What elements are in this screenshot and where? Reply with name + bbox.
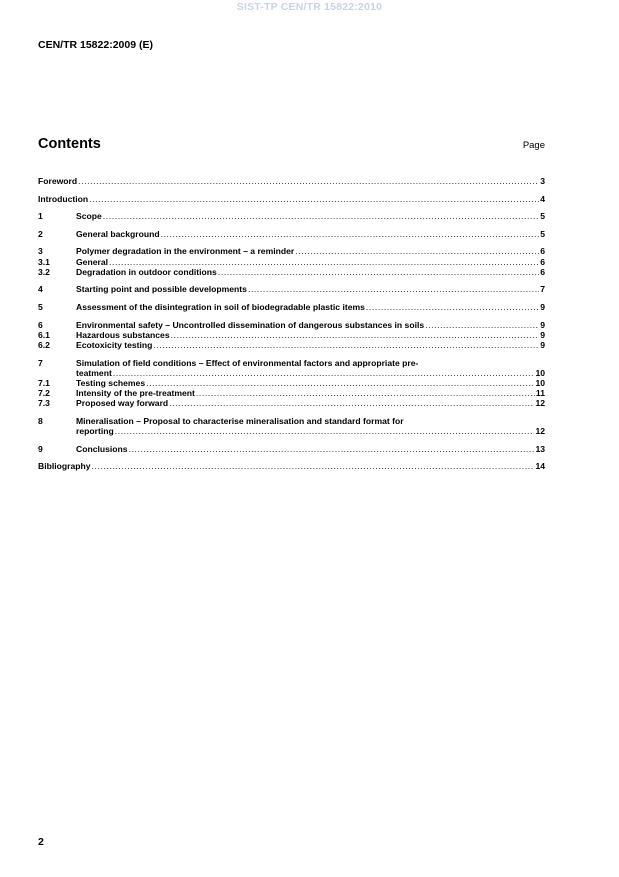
toc-page: 14	[535, 461, 545, 472]
toc-title: General background	[76, 228, 160, 239]
toc-leader	[295, 246, 539, 256]
toc-number: 1	[38, 211, 43, 222]
toc-title: Testing schemes	[76, 377, 146, 388]
toc-title: Scope	[76, 211, 102, 222]
toc-leader	[92, 461, 535, 471]
toc-leader	[115, 426, 535, 436]
toc-number: 5	[38, 301, 43, 312]
toc-page: 11	[535, 388, 545, 399]
toc-number: 3	[38, 246, 43, 257]
toc-page: 4	[540, 193, 545, 204]
toc-page: 12	[535, 398, 545, 409]
toc-entry-environmental-safety[interactable]	[38, 320, 545, 330]
toc-title: Degradation in outdoor conditions	[76, 266, 217, 277]
page-column-label: Page	[522, 140, 545, 151]
toc-title: Intensity of the pre-treatment	[76, 388, 195, 399]
toc-number: 9	[38, 443, 43, 454]
toc-entry-simulation-field-conditions[interactable]	[38, 358, 545, 378]
toc-number: 4	[38, 284, 43, 295]
contents-title: Contents	[38, 136, 101, 152]
table-of-contents	[38, 176, 545, 472]
toc-page: 5	[540, 211, 545, 222]
toc-page: 12	[535, 426, 545, 437]
toc-page: 3	[540, 176, 545, 186]
toc-number: 7	[38, 357, 43, 368]
toc-entry-hazardous-substances[interactable]	[38, 330, 545, 340]
toc-page: 10	[535, 377, 545, 388]
toc-entry-mineralisation[interactable]	[38, 416, 545, 436]
toc-leader	[78, 176, 539, 186]
toc-entry-general[interactable]	[38, 257, 545, 267]
toc-entry-general-background[interactable]	[38, 229, 545, 239]
toc-leader	[218, 267, 539, 277]
toc-leader	[161, 229, 540, 239]
toc-number: 3.2	[38, 266, 50, 277]
toc-page: 10	[535, 367, 545, 378]
toc-title: Foreword	[38, 176, 78, 186]
toc-number: 6	[38, 319, 43, 330]
toc-leader	[169, 398, 534, 408]
toc-entry-outdoor-degradation[interactable]	[38, 267, 545, 277]
toc-title: General	[76, 256, 109, 267]
page-number: 2	[38, 836, 44, 848]
toc-leader	[153, 340, 539, 350]
toc-entry-disintegration-assessment[interactable]	[38, 302, 545, 312]
toc-number: 3.1	[38, 256, 50, 267]
toc-title: Starting point and possible developments	[76, 284, 247, 295]
toc-entry-introduction[interactable]	[38, 194, 545, 204]
toc-title: Polymer degradation in the environment – a reminder	[76, 246, 295, 257]
toc-title: Mineralisation – Proposal to characterise mineralisation and standard format for	[76, 415, 404, 426]
toc-entry-foreword[interactable]	[38, 176, 545, 186]
toc-page: 9	[540, 339, 545, 350]
toc-entry-ecotoxicity-testing[interactable]	[38, 340, 545, 350]
toc-number: 6.2	[38, 339, 50, 350]
toc-leader	[196, 388, 535, 398]
toc-number: 7.2	[38, 388, 50, 399]
toc-page: 6	[540, 246, 545, 257]
toc-leader	[113, 368, 535, 378]
toc-title: Proposed way forward	[76, 398, 169, 409]
toc-leader	[248, 284, 539, 294]
toc-page: 9	[540, 329, 545, 340]
toc-leader	[129, 444, 535, 454]
toc-leader	[171, 330, 540, 340]
toc-title: Ecotoxicity testing	[76, 339, 153, 350]
toc-page: 9	[540, 319, 545, 330]
toc-page: 6	[540, 266, 545, 277]
toc-leader	[366, 302, 539, 312]
toc-number: 7.3	[38, 398, 50, 409]
toc-number: 6.1	[38, 329, 50, 340]
toc-title: Introduction	[38, 193, 89, 204]
toc-leader	[89, 194, 539, 204]
toc-title: Conclusions	[76, 443, 128, 454]
toc-number: 2	[38, 228, 43, 239]
toc-entry-testing-schemes[interactable]	[38, 378, 545, 388]
toc-entry-scope[interactable]	[38, 211, 545, 221]
toc-leader	[109, 257, 539, 267]
toc-entry-bibliography[interactable]	[38, 461, 545, 471]
toc-entry-pretreatment-intensity[interactable]	[38, 388, 545, 398]
toc-leader	[146, 378, 534, 388]
toc-page: 7	[540, 284, 545, 295]
toc-page: 6	[540, 256, 545, 267]
toc-title-continuation: reporting	[76, 426, 114, 437]
toc-entry-proposed-way-forward[interactable]	[38, 398, 545, 408]
toc-title-continuation: teatment	[76, 367, 112, 378]
toc-title: Environmental safety – Uncontrolled dissemination of dangerous substances in soils	[76, 319, 425, 330]
toc-title: Assessment of the disintegration in soil of biodegradable plastic items	[76, 301, 365, 312]
toc-page: 5	[540, 228, 545, 239]
watermark: SIST-TP CEN/TR 15822:2010	[236, 1, 383, 13]
toc-page: 9	[540, 301, 545, 312]
toc-entry-starting-point[interactable]	[38, 284, 545, 294]
toc-title: Hazardous substances	[76, 329, 170, 340]
document-id: CEN/TR 15822:2009 (E)	[38, 39, 153, 51]
toc-page: 13	[535, 443, 545, 454]
toc-leader	[425, 320, 539, 330]
toc-leader	[103, 211, 539, 221]
toc-title: Bibliography	[38, 461, 91, 472]
toc-title: Simulation of field conditions – Effect of environmental factors and appropriate pre-	[76, 357, 419, 368]
toc-number: 8	[38, 415, 43, 426]
toc-entry-polymer-degradation[interactable]	[38, 246, 545, 256]
toc-entry-conclusions[interactable]	[38, 444, 545, 454]
toc-number: 7.1	[38, 377, 50, 388]
